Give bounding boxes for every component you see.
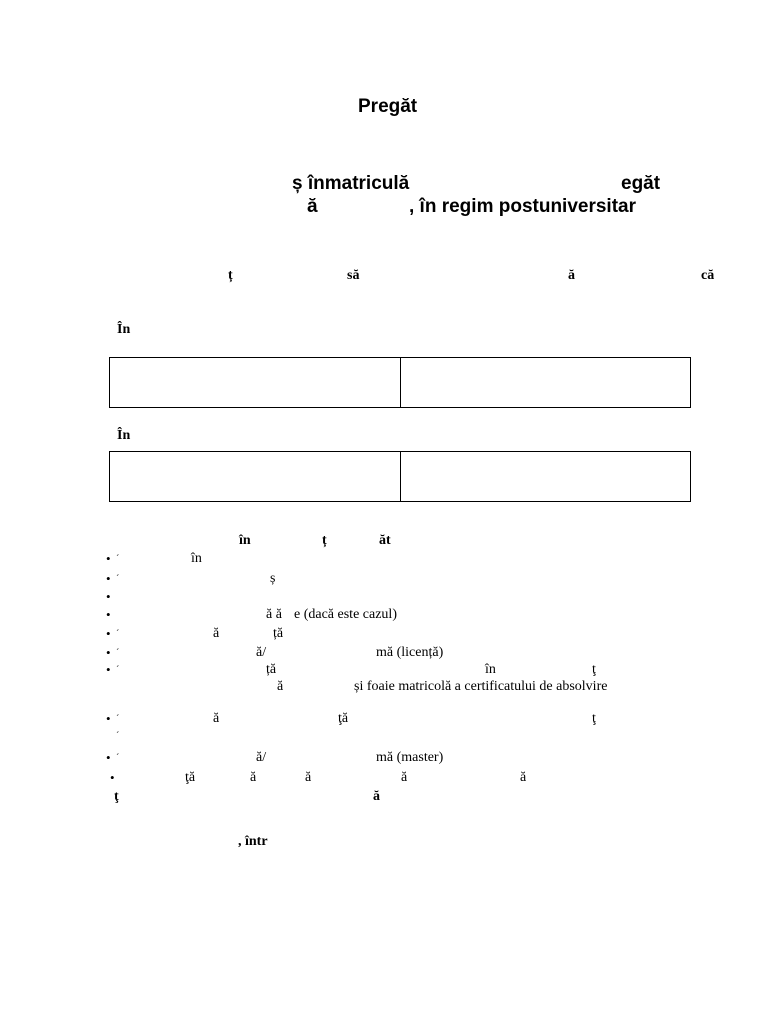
item7-text-2: în — [485, 662, 496, 677]
item10-text-5: ă — [520, 770, 527, 785]
tick-mark-icon: ´ — [116, 753, 120, 764]
item6-text-1: ă/ — [256, 645, 267, 660]
item9-text-1: ă/ — [256, 750, 267, 765]
item7-text-3: ţ — [592, 662, 596, 677]
subtitle-line1-part1: ș înmatriculă — [292, 173, 410, 194]
item8-text-3: ţ — [592, 711, 596, 726]
intro-fragment-4: că — [701, 268, 715, 283]
bullet-icon: • — [106, 551, 111, 566]
item4-text-1: ă ă — [266, 607, 282, 622]
bullet-icon: • — [106, 607, 111, 622]
subtitle-line2-part1: ă — [307, 196, 318, 217]
table2-divider — [400, 452, 401, 501]
item10-text-4: ă — [401, 770, 408, 785]
subtitle-line2-part2: , în regim postuniversitar — [409, 196, 636, 217]
list-heading-part2: ț — [322, 533, 327, 548]
bullet-icon: • — [106, 589, 111, 604]
item9-text-2: mă (master) — [376, 750, 444, 765]
closing-line: , într — [238, 834, 268, 849]
subtitle-line1-part2: egăt — [621, 173, 661, 194]
item10-text-1: ţă — [185, 770, 196, 785]
item5-text-1: ă — [213, 626, 220, 641]
item7-line2-text-1: ă — [277, 679, 284, 694]
bullet-icon: • — [106, 571, 111, 586]
item4-text-2: e (dacă este cazul) — [294, 607, 397, 622]
tick-mark-icon: ´ — [116, 648, 120, 659]
bullet-icon: • — [106, 645, 111, 660]
bullet-icon: • — [106, 750, 111, 765]
bullet-icon: • — [106, 626, 111, 641]
tick-mark-icon: ´ — [116, 731, 120, 742]
list-heading-part3: ăt — [379, 533, 391, 548]
tick-mark-icon: ´ — [116, 714, 120, 725]
intro-fragment-2: să — [347, 268, 360, 283]
tick-mark-icon: ´ — [116, 574, 120, 585]
section2-heading: În — [117, 428, 131, 443]
table1-divider — [400, 358, 401, 407]
item10-text-3: ă — [305, 770, 312, 785]
item8-text-2: ţă — [338, 711, 349, 726]
tick-mark-icon: ´ — [116, 665, 120, 676]
item7-line2-text-2: și foaie matricolă a certificatului de absolvire — [354, 679, 608, 694]
document-title: Pregăt — [358, 96, 418, 117]
item10-text-2: ă — [250, 770, 257, 785]
item6-text-2: mă (licență) — [376, 645, 444, 660]
bullet-icon: • — [106, 711, 111, 726]
item10-line2-text-1: ţ — [114, 789, 119, 804]
item8-text-1: ă — [213, 711, 220, 726]
bullet-icon: • — [106, 662, 111, 677]
item7-text-1: ță — [266, 662, 277, 677]
item10-line2-text-2: ă — [373, 789, 380, 804]
item2-text-1: ș — [270, 571, 276, 586]
tick-mark-icon: ´ — [116, 554, 120, 565]
form-table-1 — [109, 357, 691, 408]
bullet-icon: • — [110, 770, 115, 785]
item5-text-2: ță — [273, 626, 284, 641]
intro-fragment-1: ț — [228, 268, 233, 283]
item1-text-1: în — [191, 551, 202, 566]
tick-mark-icon: ´ — [116, 629, 120, 640]
section1-heading: În — [117, 322, 131, 337]
intro-fragment-3: ă — [568, 268, 575, 283]
form-table-2 — [109, 451, 691, 502]
list-heading-part1: în — [239, 533, 251, 548]
